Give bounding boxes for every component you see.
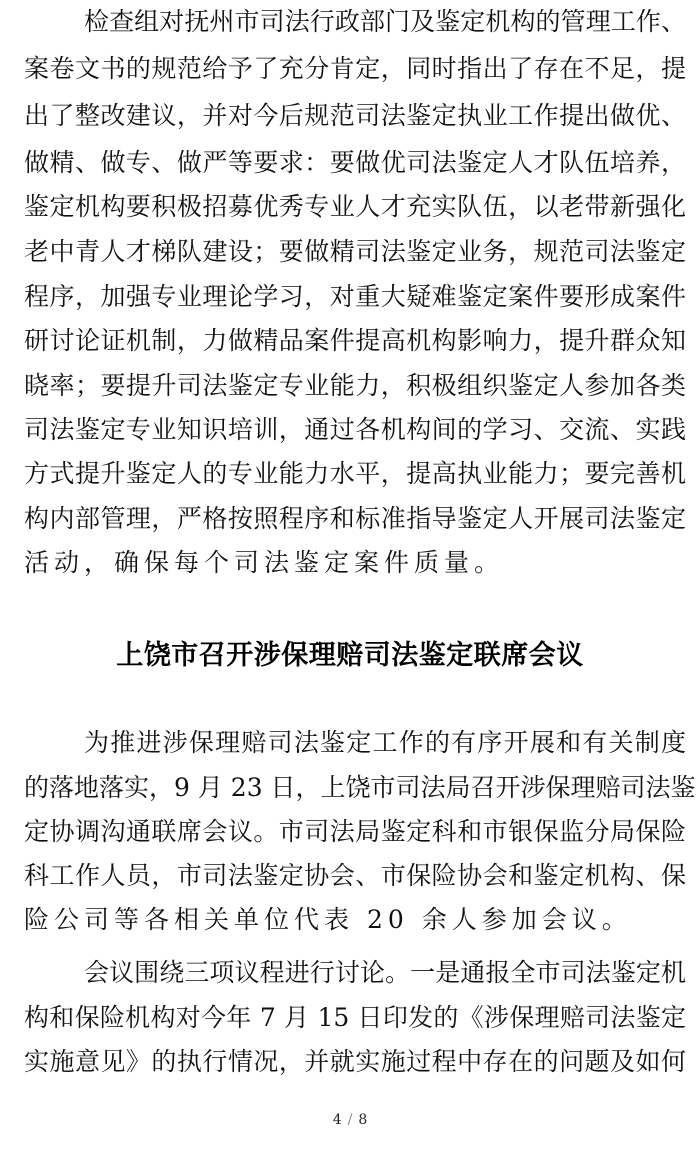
text-line: 方式提升鉴定人的专业能力水平，提高执业能力；要完善机 xyxy=(24,459,686,488)
text-line: 鉴定机构要积极招募优秀专业人才充实队伍，以老带新强化 xyxy=(24,192,686,221)
text-line: 实施意见》的执行情况，并就实施过程中存在的问题及如何 xyxy=(24,1047,686,1076)
text-line: 老中青人才梯队建设；要做精司法鉴定业务，规范司法鉴定 xyxy=(24,237,686,266)
total-pages: 8 xyxy=(358,1112,368,1128)
text-line: 做精、做专、做严等要求：要做优司法鉴定人才队伍培养， xyxy=(24,148,686,177)
page-number xyxy=(0,1108,700,1132)
current-page: 4 xyxy=(332,1112,342,1128)
text-line: 的落地落实，9 月 23 日，上饶市司法局召开涉保理赔司法鉴 xyxy=(24,773,696,802)
text-line: 案卷文书的规范给予了充分肯定，同时指出了存在不足，提 xyxy=(24,54,686,83)
text-line: 科工作人员，市司法鉴定协会、市保险协会和鉴定机构、保 xyxy=(24,861,686,890)
page-separator: / xyxy=(347,1112,353,1128)
text-line: 晓率；要提升司法鉴定专业能力，积极组织鉴定人参加各类 xyxy=(24,371,686,400)
text-line: 会议围绕三项议程进行讨论。一是通报全市司法鉴定机 xyxy=(84,958,686,987)
text-line: 活动，确保每个司法鉴定案件质量。 xyxy=(24,548,505,577)
text-line: 构内部管理，严格按照程序和标准指导鉴定人开展司法鉴定 xyxy=(24,504,686,533)
text-line: 出了整改建议，并对今后规范司法鉴定执业工作提出做优、 xyxy=(24,101,686,130)
text-line: 司法鉴定专业知识培训，通过各机构间的学习、交流、实践 xyxy=(24,415,686,444)
text-line: 定协调沟通联席会议。市司法局鉴定科和市银保监分局保险 xyxy=(24,817,686,846)
text-line: 研讨论证机制，力做精品案件提高机构影响力，提升群众知 xyxy=(24,326,686,355)
article-heading: 上饶市召开涉保理赔司法鉴定联席会议 xyxy=(116,640,584,671)
text-line: 检查组对抚州市司法行政部门及鉴定机构的管理工作、 xyxy=(84,7,686,36)
text-line: 为推进涉保理赔司法鉴定工作的有序开展和有关制度 xyxy=(84,728,686,757)
text-line: 程序，加强专业理论学习，对重大疑难鉴定案件要形成案件 xyxy=(24,282,686,311)
text-line: 构和保险机构对今年 7 月 15 日印发的《涉保理赔司法鉴定 xyxy=(24,1003,686,1032)
text-line: 险公司等各相关单位代表 20 余人参加会议。 xyxy=(24,905,632,934)
